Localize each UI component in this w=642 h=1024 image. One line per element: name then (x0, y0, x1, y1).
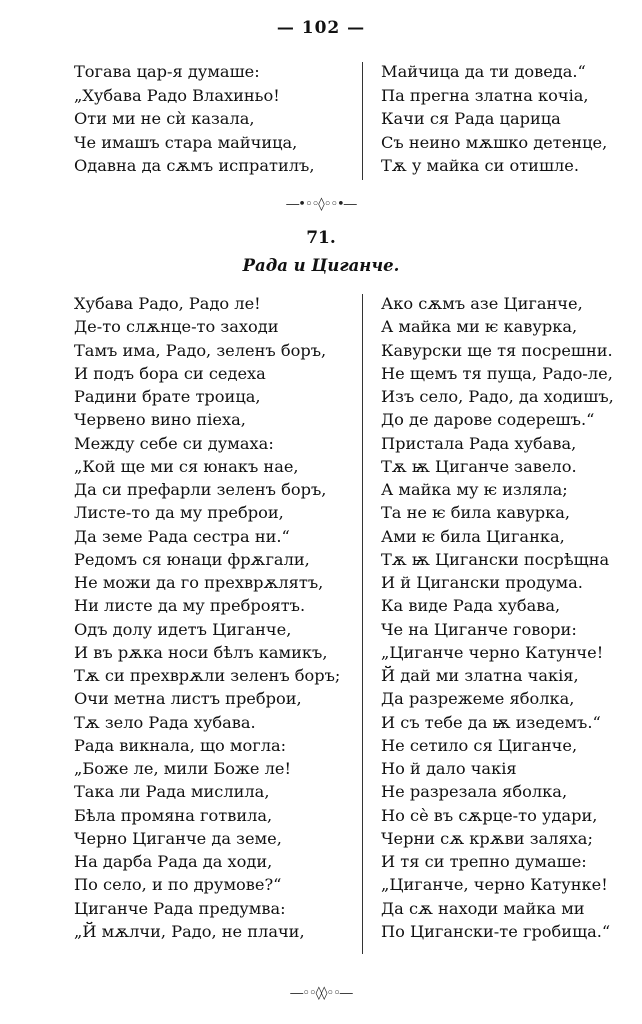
verse-line: Кавурски ще тя посрешни. (381, 340, 613, 360)
verse-line: И въ рѫка носи бѣлъ камикъ, (74, 642, 328, 662)
poem-column-divider (362, 294, 363, 954)
verse-line: Черно Циганче да земе, (74, 828, 282, 848)
top-right-column (381, 60, 607, 178)
verse-line: Червено вино піеха, (74, 410, 246, 430)
verse-line: Та не ѥ била кавурка, (381, 503, 571, 523)
verse-line: Че на Циганче говори: (381, 619, 577, 639)
verse-line: Съ неино мѫшко детенце, (381, 132, 608, 152)
verse-line: „Й мѫлчи, Радо, не плачи, (74, 921, 305, 941)
verse-line: „Кой ще ми ся юнакъ нае, (74, 456, 299, 476)
verse-line: Ни листе да му преброятъ. (74, 596, 306, 616)
verse-line: Че имашъ стара майчица, (74, 132, 298, 152)
verse-line: Й дай ми златна чакія, (381, 666, 579, 685)
verse-line: Листе-то да му преброи, (74, 503, 284, 523)
verse-line: „Циганче, черно Катунке! (381, 875, 608, 895)
verse-line: Пристала Рада хубава, (381, 433, 577, 453)
verse-line: И й Цигански продума. (381, 573, 583, 592)
verse-line: Не сетило ся Циганче, (381, 735, 578, 755)
verse-line: Да земе Рада сестра ни.“ (74, 526, 290, 546)
verse-line: Тѫ ѭ Циганче завело. (381, 456, 577, 476)
verse-line: Не можи да го прехврѫлятъ, (74, 573, 324, 592)
verse-line: Ами ѥ била Циганка, (381, 526, 565, 546)
verse-line: Тогава цар-я думаше: (74, 62, 260, 81)
verse-line: Но й дало чакія (381, 759, 517, 778)
end-ornament: ―◦◦◊◊◦◦― (290, 986, 352, 1001)
verse-line: Изъ село, Радо, да ходишъ, (381, 387, 614, 406)
section-ornament: ―•◦◦◊◦◦•― (286, 197, 356, 212)
verse-line: Така ли Рада мислила, (74, 782, 270, 802)
verse-line: Де-то слѫнце-то заходи (74, 317, 279, 337)
verse-line: Бѣла промяна готвила, (74, 805, 273, 825)
verse-line: Радини брате троица, (74, 387, 261, 406)
verse-line: Оти ми не сѝ казала, (74, 109, 255, 128)
verse-line: Но сѐ въ сѫрце-то удари, (381, 805, 598, 825)
verse-line: „Боже ле, мили Боже ле! (74, 759, 292, 778)
verse-line: А майка ми ѥ кавурка, (381, 317, 578, 337)
verse-line: Черни сѫ крѫви заляха; (381, 828, 593, 848)
verse-line: Тѫ си прехврѫли зеленъ боръ; (74, 666, 341, 685)
poem-right-column (381, 292, 614, 943)
verse-line: По село, и по друмове?“ (74, 875, 282, 895)
verse-line: Ако сѫмъ азе Циганче, (381, 294, 583, 313)
verse-line: Тамъ има, Радо, зеленъ боръ, (74, 340, 327, 360)
poem-number: 71. (306, 228, 336, 248)
verse-line: Не щемъ тя пуща, Радо-ле, (381, 363, 613, 383)
verse-line: Да разрежеме яболка, (381, 689, 575, 709)
verse-line: Майчица да ти доведа.“ (381, 62, 586, 81)
verse-line: Между себе си думаха: (74, 433, 274, 453)
poem-title: Рада и Циганче. (242, 256, 400, 275)
verse-line: И съ тебе да ѭ изедемъ.“ (381, 712, 601, 732)
top-left-column (74, 60, 314, 178)
verse-line: Тѫ у майка си отишле. (381, 156, 579, 175)
verse-line: Качи ся Рада царица (381, 109, 561, 128)
verse-line: Рада викнала, що могла: (74, 735, 287, 755)
verse-line: Да си префарли зеленъ боръ, (74, 480, 327, 499)
poem-left-column (74, 292, 340, 943)
page-number: — 102 — (276, 18, 366, 38)
verse-line: Тѫ ѭ Цигански посрѣщна (381, 549, 610, 569)
verse-line: На дарба Рада да ходи, (74, 852, 273, 871)
verse-line: Редомъ ся юнаци фрѫгали, (74, 549, 310, 569)
verse-line: И тя си трепно думаше: (381, 852, 587, 871)
verse-line: „Хубава Радо Влахиньо! (74, 85, 280, 105)
verse-line: Одавна да сѫмъ испратилъ, (74, 156, 315, 175)
verse-line: И подъ бора си седеха (74, 363, 266, 383)
verse-line: Не разрезала яболка, (381, 782, 568, 802)
verse-line: Да сѫ находи майка ми (381, 898, 585, 918)
verse-line: По Цигански-те гробища.“ (381, 921, 611, 941)
verse-line: Па прегна златна кочіа, (381, 85, 589, 105)
verse-line: Хубава Радо, Радо ле! (74, 294, 261, 313)
verse-line: Циганче Рада предумва: (74, 898, 286, 918)
verse-line: Ка виде Рада хубава, (381, 596, 561, 616)
verse-line: „Циганче черно Катунче! (381, 642, 604, 662)
verse-line: Очи метна листъ преброи, (74, 689, 302, 709)
verse-line: А майка му ѥ изляла; (381, 480, 568, 499)
verse-line: До де дарове содерешъ.“ (381, 410, 595, 430)
verse-line: Одъ долу идетъ Циганче, (74, 619, 292, 639)
top-column-divider (362, 62, 363, 180)
verse-line: Тѫ зело Рада хубава. (74, 712, 256, 732)
